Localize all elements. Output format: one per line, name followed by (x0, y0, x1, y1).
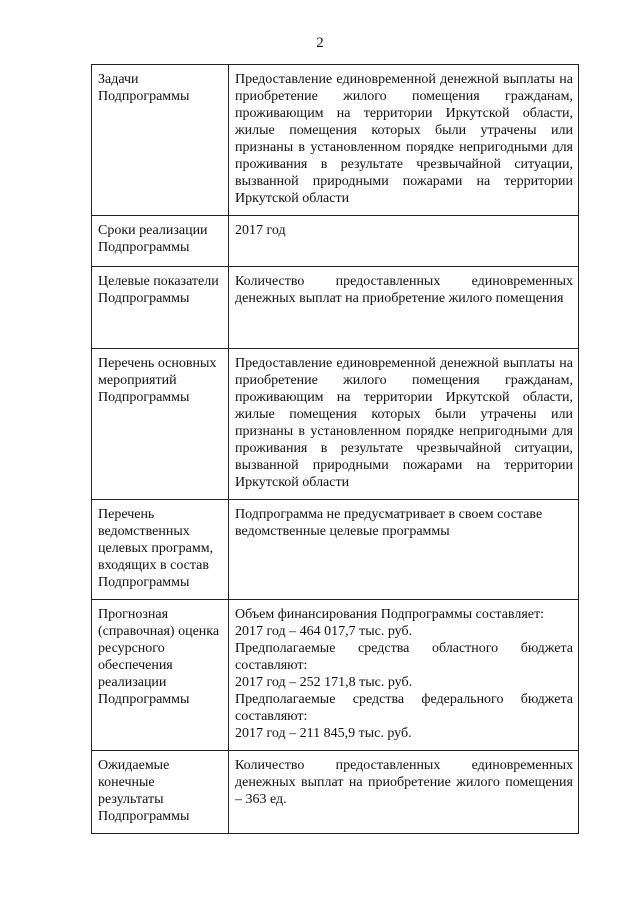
value-paragraph: Количество предоставленных единовременных денежных выплат на приобретение жилого помещения – 363 ед. (235, 758, 573, 807)
value-paragraph: Подпрограмма не предусматривает в своем составе ведомственные целевые программы (235, 507, 543, 539)
value-paragraph: Предоставление единовременной денежной выплаты на приобретение жилого помещения гражданам, проживающим на территории Иркутской области, жилые помещения которых были утрачены или признаны в установленном порядке непригодными для проживания в результате чрезвычайной ситуации, вызванной природными пожарами на территории Иркутской области (235, 356, 573, 490)
row-label-main-activities: Перечень основных мероприятий Подпрограммы (92, 349, 229, 500)
table-row (92, 216, 579, 267)
funding-total-line: Объем финансирования Подпрограммы составляет: (235, 607, 544, 622)
value-paragraph: Предоставление единовременной денежной выплаты на приобретение жилого помещения гражданам, проживающим на территории Иркутской области, жилые помещения которых были утрачены или признаны в установленном порядке непригодными для проживания в результате чрезвычайной ситуации, вызванной природными пожарами на территории Иркутской области (235, 72, 573, 206)
table-row (92, 267, 579, 349)
regional-budget-line: Предполагаемые средства областного бюджета составляют: (235, 641, 573, 673)
regional-budget-amount: 2017 год – 252 171,8 тыс. руб. (235, 675, 413, 690)
row-value-target-indicators (229, 267, 579, 349)
value-paragraph: Количество предоставленных единовременных денежных выплат на приобретение жилого помещения (235, 274, 573, 306)
table-row (92, 751, 579, 834)
row-value-timeline (229, 216, 579, 267)
row-value-resource-estimate (229, 600, 579, 751)
federal-budget-line: Предполагаемые средства федерального бюджета составляют: (235, 692, 573, 724)
subprogram-passport-table (91, 64, 579, 834)
row-label-timeline: Сроки реализации Подпрограммы (92, 216, 229, 267)
row-label-expected-results: Ожидаемые конечные результаты Подпрограммы (92, 751, 229, 834)
page-number: 2 (316, 35, 324, 51)
row-value-expected-results (229, 751, 579, 834)
table-row (92, 349, 579, 500)
federal-budget-amount: 2017 год – 211 845,9 тыс. руб. (235, 726, 412, 741)
row-label-tasks: Задачи Подпрограммы (92, 65, 229, 216)
row-value-main-activities (229, 349, 579, 500)
row-value-tasks (229, 65, 579, 216)
value-paragraph: 2017 год (235, 223, 286, 238)
funding-total-amount: 2017 год – 464 017,7 тыс. руб. (235, 624, 413, 639)
table-row (92, 500, 579, 600)
table-row (92, 65, 579, 216)
row-label-resource-estimate: Прогнозная (справочная) оценка ресурсного обеспечения реализации Подпрограммы (92, 600, 229, 751)
row-label-departmental-programs: Перечень ведомственных целевых программ, входящих в состав Подпрограммы (92, 500, 229, 600)
row-value-departmental-programs (229, 500, 579, 600)
table-row (92, 600, 579, 751)
row-label-target-indicators: Целевые показатели Подпрограммы (92, 267, 229, 349)
